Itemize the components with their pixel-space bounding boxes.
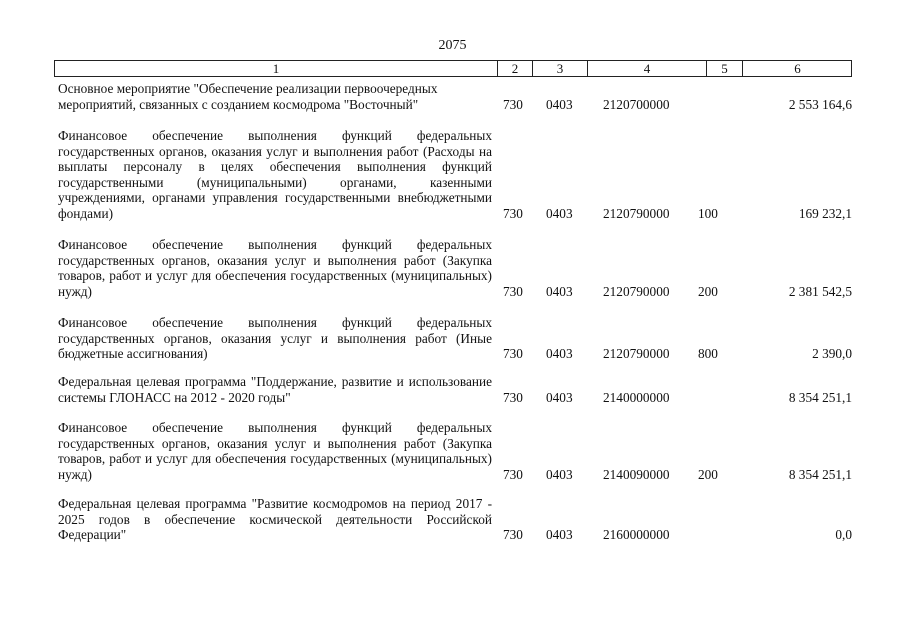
row-description: Финансовое обеспечение выполнения функций федеральных государственных органов, оказания услуг и выполнения работ (Иные бюджетные ассигнования): [58, 315, 492, 361]
column-header-2: 2: [498, 61, 533, 76]
row-col-2: 730: [503, 96, 523, 112]
row-col-3: 0403: [546, 389, 573, 405]
row-description: Федеральная целевая программа "Поддержание, развитие и использование системы ГЛОНАСС на 2012 - 2020 годы": [58, 374, 492, 405]
table-row: [58, 237, 854, 299]
row-col-6: 169 232,1: [798, 205, 852, 221]
row-col-4: 2140090000: [603, 466, 670, 482]
row-description: Финансовое обеспечение выполнения функций федеральных государственных органов, оказания услуг и выполнения работ (Закупка товаров, работ и услуг для обеспечения государственных (муниципальных) нужд): [58, 420, 492, 482]
row-col-2: 730: [503, 283, 523, 299]
row-col-6: 2 553 164,6: [788, 96, 852, 112]
row-description: Основное мероприятие "Обеспечение реализации первоочередных мероприятий, связанных с созданием космодрома "Восточный": [58, 81, 438, 112]
row-col-5: 800: [698, 345, 718, 361]
column-header-4: 4: [588, 61, 707, 76]
row-col-4: 2120700000: [603, 96, 670, 112]
row-col-4: 2120790000: [603, 283, 670, 299]
row-col-2: 730: [503, 526, 523, 542]
table-row: [58, 315, 854, 361]
row-col-4: 2120790000: [603, 205, 670, 221]
table-row: [58, 128, 854, 221]
table-row: [58, 420, 854, 482]
row-col-2: 730: [503, 345, 523, 361]
row-col-4: 2120790000: [603, 345, 670, 361]
row-col-3: 0403: [546, 283, 573, 299]
row-col-6: 2 390,0: [812, 345, 852, 361]
row-description: Финансовое обеспечение выполнения функций федеральных государственных органов, оказания услуг и выполнения работ (Закупка товаров, работ и услуг для обеспечения государственных (муниципальных) нужд): [58, 237, 492, 299]
row-col-4: 2140000000: [603, 389, 670, 405]
table-row: [58, 81, 854, 112]
row-col-3: 0403: [546, 526, 573, 542]
row-col-2: 730: [503, 205, 523, 221]
column-header-3: 3: [533, 61, 588, 76]
row-col-5: 100: [698, 205, 718, 221]
row-col-2: 730: [503, 389, 523, 405]
row-col-6: 8 354 251,1: [788, 466, 852, 482]
page-number: 2075: [438, 38, 467, 53]
row-col-3: 0403: [546, 466, 573, 482]
row-col-3: 0403: [546, 96, 573, 112]
row-col-6: 8 354 251,1: [788, 389, 852, 405]
row-col-3: 0403: [546, 205, 573, 221]
column-header-6: 6: [794, 61, 801, 76]
row-col-2: 730: [503, 466, 523, 482]
row-col-3: 0403: [546, 345, 573, 361]
row-col-5: 200: [698, 283, 718, 299]
column-header-1: 1: [55, 61, 498, 76]
row-col-4: 2160000000: [603, 526, 670, 542]
table-row: [58, 496, 854, 542]
row-description: Финансовое обеспечение выполнения функций федеральных государственных органов, оказания услуг и выполнения работ (Расходы на выплаты персоналу в целях обеспечения выполнения функций государственными (муниципальными) органами, казенными учреждениями, органами управления государственными внебюджетными фондами): [58, 128, 492, 221]
table-header: [54, 60, 852, 77]
row-col-5: 200: [698, 466, 718, 482]
row-description: Федеральная целевая программа "Развитие космодромов на период 2017 - 2025 годов в обеспечение космической деятельности Российской Федерации": [58, 496, 492, 542]
row-col-6: 0,0: [835, 526, 852, 542]
row-col-6: 2 381 542,5: [788, 283, 852, 299]
table-row: [58, 374, 854, 405]
column-header-5: 5: [707, 61, 743, 76]
